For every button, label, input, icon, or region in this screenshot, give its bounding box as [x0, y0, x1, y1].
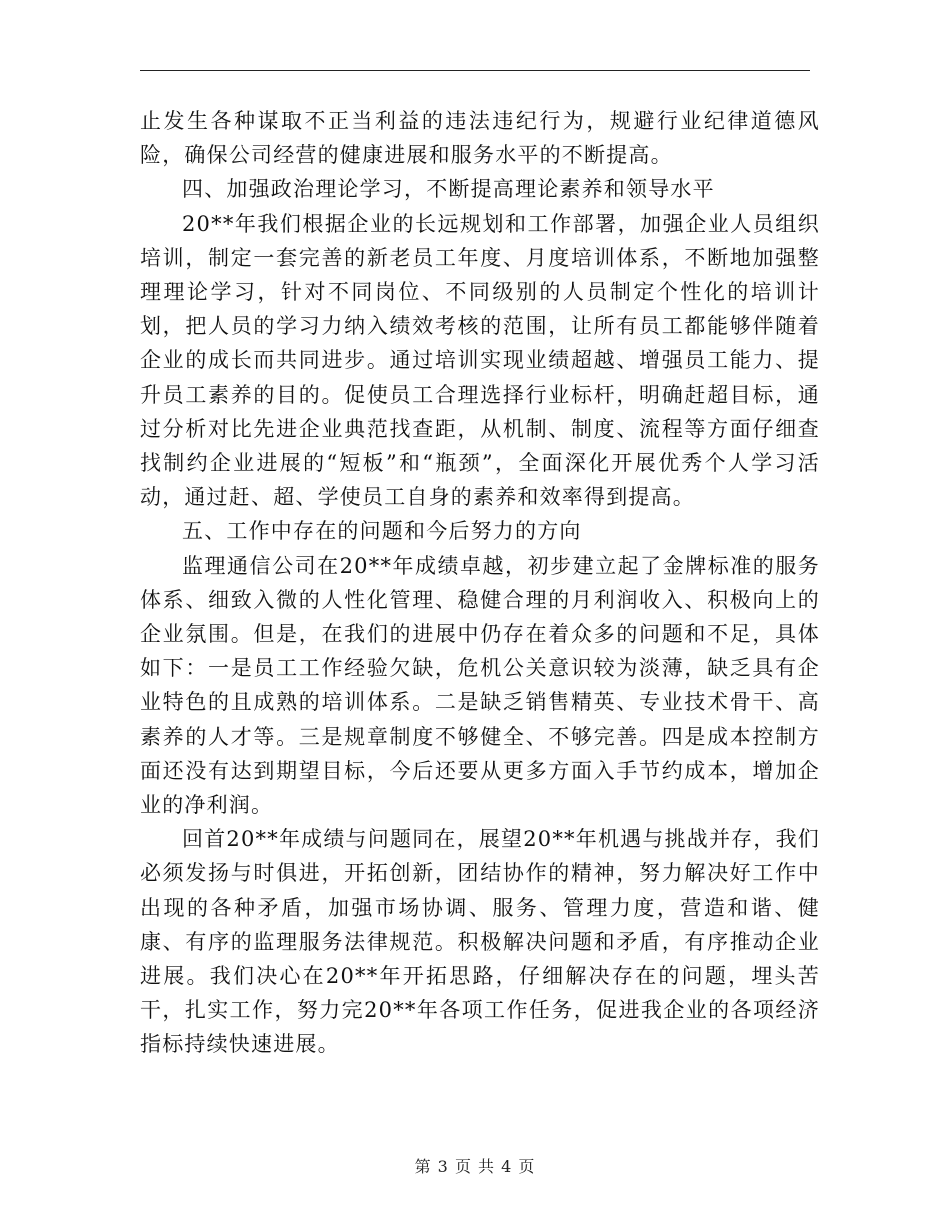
- page-number-footer: 第 3 页 共 4 页: [414, 1157, 536, 1176]
- paragraph-problems: 监理通信公司在20**年成绩卓越，初步建立起了金牌标准的服务体系、细致入微的人性化管理、稳健合理的月利润收入、积极向上的企业氛围。但是，在我们的进展中仍存在着众多的问题和不足，具体如下：一是员工工作经验欠缺，危机公关意识较为淡薄，缺乏具有企业特色的且成熟的培训体系。二是缺乏销售精英、专业技术骨干、高素养的人才等。三是规章制度不够健全、不够完善。四是成本控制方面还没有达到期望目标，今后还要从更多方面入手节约成本，增加企业的净利润。: [140, 553, 820, 818]
- paragraph-outlook: 回首20**年成绩与问题同在，展望20**年机遇与挑战并存，我们必须发扬与时俱进，开拓创新，团结协作的精神，努力解决好工作中出现的各种矛盾，加强市场协调、服务、管理力度，营造和谐、健康、有序的监理服务法律规范。积极解决问题和矛盾，有序推动企业进展。我们决心在20**年开拓思路，仔细解决存在的问题，埋头苦干，扎实工作，努力完20**年各项工作任务，促进我企业的各项经济指标持续快速进展。: [140, 827, 820, 1057]
- header-rule: [140, 70, 810, 71]
- section-heading-four: 四、加强政治理论学习，不断提高理论素养和领导水平: [182, 177, 715, 202]
- document-body: [140, 104, 820, 1062]
- section-heading-five: 五、工作中存在的问题和今后努力的方向: [182, 519, 582, 544]
- paragraph-training: 20**年我们根据企业的长远规划和工作部署，加强企业人员组织培训，制定一套完善的新老员工年度、月度培训体系，不断地加强整理理论学习，针对不同岗位、不同级别的人员制定个性化的培训计划，把人员的学习力纳入绩效考核的范围，让所有员工都能够伴随着企业的成长而共同进步。通过培训实现业绩超越、增强员工能力、提升员工素养的目的。促使员工合理选择行业标杆，明确赶超目标，通过分析对比先进企业典范找查距，从机制、制度、流程等方面仔细查找制约企业进展的“短板”和“瓶颈”，全面深化开展优秀个人学习活动，通过赶、超、学使员工自身的素养和效率得到提高。: [140, 211, 820, 510]
- paragraph-continuation: 止发生各种谋取不正当利益的违法违纪行为，规避行业纪律道德风险，确保公司经营的健康进展和服务水平的不断提高。: [140, 109, 820, 168]
